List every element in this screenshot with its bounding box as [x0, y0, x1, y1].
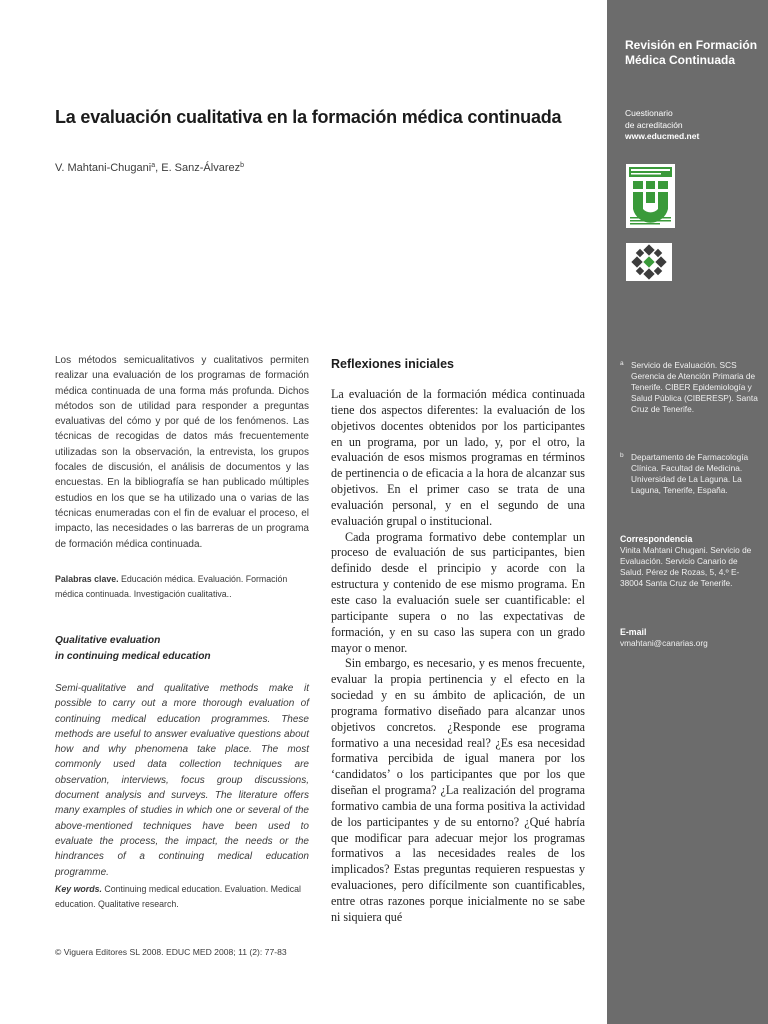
english-title: Qualitative evaluation in continuing medical education	[55, 635, 211, 662]
paragraph-3: Sin embargo, es necesario, y es menos frecuente, evaluar la propia pertinencia y el efecto en la sociedad y en su ámbito de aplicación, de un programa formativo diseñado para alcanzar unos objetivos concretos. ¿Responde ese programa formativo a una necesidad real? ¿Es esa necesidad formativa percibida de igual manera por los ‘candidatos’ o los participantes que por los que diseñan el programa? ¿La realización del programa formativo cambia de una forma positiva la actividad de los participantes y de su entorno? ¿Qué habría que modificar para adecuar mejor los programas formativos a las necesidades reales de los implicados? Estas preguntas requieren respuestas y evaluaciones, pero difícilmente son cuantificables, entre otras razones porque inicialmente no se sabe ni siquiera qué	[331, 656, 585, 924]
journal-title: Revisión en Formación Médica Continuada	[625, 38, 758, 67]
paragraph-1: La evaluación de la formación médica continuada tiene dos aspectos diferentes: la evaluación de los objetivos docentes obtenidos por los participantes en un programa, por un lado, y, por el otro, la evaluación de esos mismos programas en términos de pertinencia o de eficacia a la hora de alcanzar sus objetivos. En el primer caso se trata de una evaluación personal, y en el segundo de una evaluación grupal o institucional.	[331, 387, 585, 528]
affiliation-a: a Servicio de Evaluación. SCS Gerencia de Atención Primaria de Tenerife. CIBER Epidemiología y Salud Pública (CIBERESP). Santa Cruz de Tenerife.	[620, 360, 758, 414]
correspondence: Correspondencia Vinita Mahtani Chugani. Servicio de Evaluación. Servicio Canario de Salud. Pérez de Rozas, 5, 4.º E-38004 Santa Cruz de Tenerife.	[620, 534, 752, 588]
copyright-footer: © Viguera Editores SL 2008. EDUC MED 2008; 11 (2): 77-83	[55, 947, 287, 957]
accreditation-logo-icon	[626, 164, 675, 228]
author-list: V. Mahtani-Chugani$^a$, E. Sanz-Álvarez$^b$	[55, 162, 245, 174]
sidebar	[607, 0, 768, 1024]
keywords-en: Key words. Continuing medical education. Evaluation. Medical education. Qualitative research.	[55, 884, 301, 909]
accreditation-url[interactable]: www.educmed.net	[625, 131, 700, 141]
accreditation-note: Cuestionario de acreditación www.educmed.net	[625, 108, 765, 143]
article-title: La evaluación cualitativa en la formación médica continuada	[55, 107, 562, 127]
society-logo-icon	[626, 243, 672, 281]
section-title: Reflexiones iniciales	[331, 357, 454, 371]
email-link[interactable]: vmahtani@canarias.org	[620, 638, 708, 648]
affiliation-b: b Departamento de Farmacología Clínica. Facultad de Medicina. Universidad de La Laguna. La Laguna, Tenerife, España.	[620, 452, 749, 495]
abstract-es: Los métodos semicualitativos y cualitativos permiten realizar una evaluación de los programas de formación médica continuada de una forma más profunda. Dichos métodos son de utilidad para responder a preguntas evaluativas del cómo y por qué de los fenómenos. Las técnicas de recogidas de datos más frecuentemente utilizadas son la observación, la entrevista, los grupos focales de discusión, el análisis de documentos y las encuestas. En la bibliografía se han publicado múltiples estudios en los que se ha utilizado una o varias de las técnicas enumeradas con el fin de evaluar el proceso, el impacto, las necesidades o las barreras de un programa de formación médica continuada.	[55, 355, 309, 550]
abstract-en: Semi-qualitative and qualitative methods make it possible to carry out a more thorough evaluation of continuing medical education programmes. These methods are useful to answer evaluative questions about how and why phenomena take place. The most commonly used data collection techniques are observation, interviews, focus group discussions, document analysis and surveys. The literature offers many examples of studies in which one or several of the above-mentioned techniques have been used to evaluate the process, the impact, the needs or the hindrances of a continuing medical education programme.	[55, 683, 309, 878]
keywords-es: Palabras clave. Educación médica. Evaluación. Formación médica continuada. Investigación cualitativa..	[55, 574, 288, 599]
article-body	[331, 387, 585, 924]
email-block: E-mail vmahtani@canarias.org	[620, 627, 760, 649]
paragraph-2: Cada programa formativo debe contemplar un proceso de evaluación de sus participantes, bien definido desde el principio y acorde con la estructura y contenido de ese mismo programa. En este caso la evaluación suele ser cuantificable: el participante supera o no las expectativas de formación, y en su caso las supera con un grado mayor o menor.	[331, 529, 585, 655]
